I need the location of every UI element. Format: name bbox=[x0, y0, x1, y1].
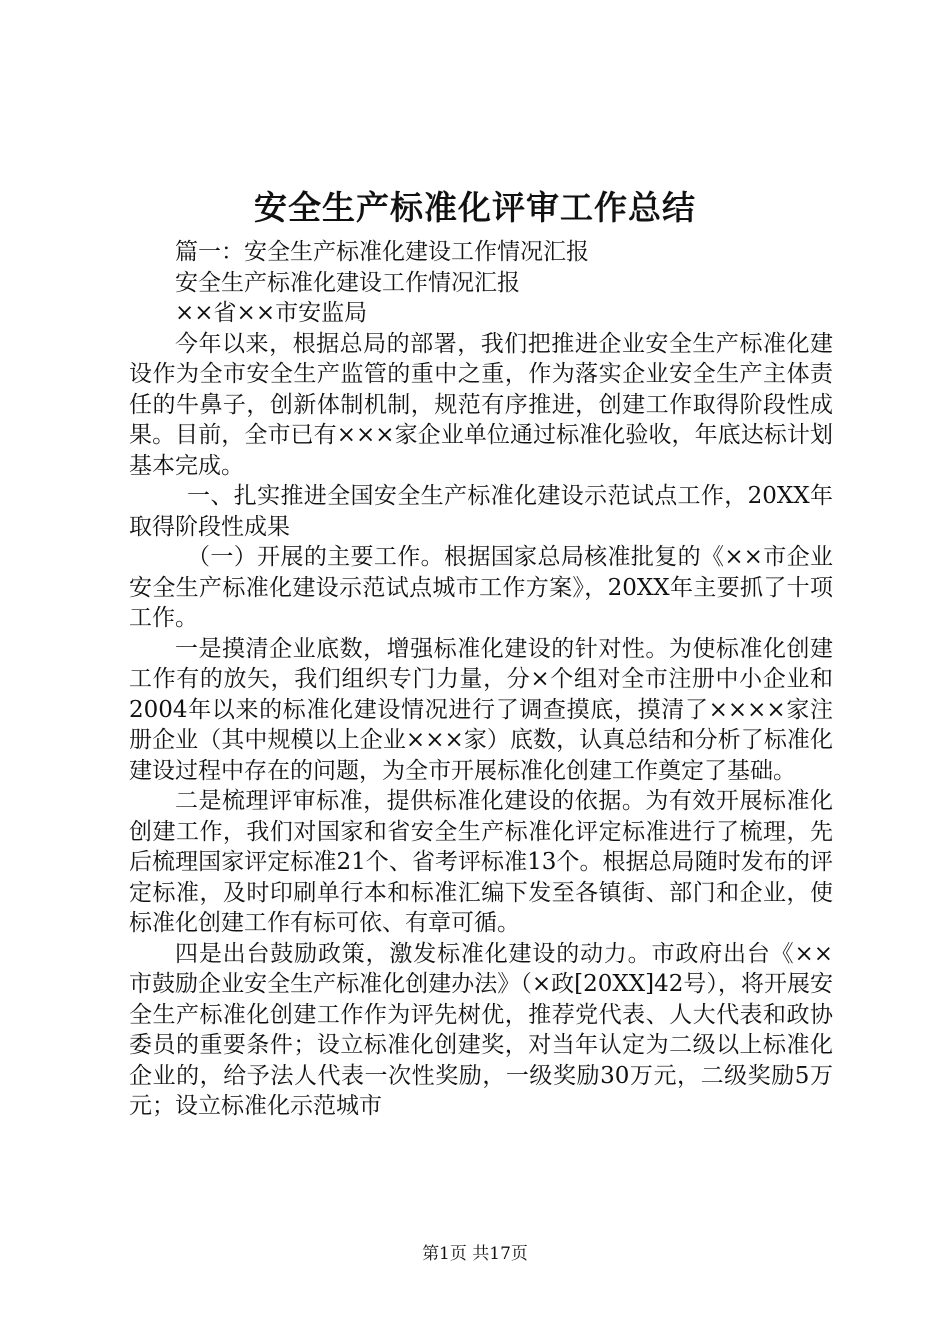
paragraph-item-4: 四是出台鼓励政策，激发标准化建设的动力。市政府出台《××市鼓励企业安全生产标准化创建办法》（×政[20XX]42号），将开展安全生产标准化创建工作作为评先树优，推荐党代表、人大代表和政协委员的重要条件；设立标准化创建奖，对当年认定为二级以上标准化企业的，给予法人代表一次性奖励，一级奖励30万元，二级奖励5万元；设立标准化示范城市 bbox=[129, 940, 833, 1119]
report-title: 安全生产标准化建设工作情况汇报 bbox=[175, 269, 520, 296]
paragraph-item-2: 二是梳理评审标准，提供标准化建设的依据。为有效开展标准化创建工作，我们对国家和省安全生产标准化评定标准进行了梳理，先后梳理国家评定标准21个、省考评标准13个。根据总局随时发布的评定标准，及时印刷单行本和标准汇编下发至各镇街、部门和企业，使标准化创建工作有标可依、有章可循。 bbox=[129, 788, 833, 936]
document-body bbox=[129, 237, 833, 1122]
paragraph-heading-1: 一、扎实推进全国安全生产标准化建设示范试点工作，20XX年取得阶段性成果 bbox=[129, 483, 833, 540]
paragraph-subheading-1: （一）开展的主要工作。根据国家总局核准批复的《××市企业安全生产标准化建设示范试点城市工作方案》，20XX年主要抓了十项工作。 bbox=[129, 544, 833, 631]
section-heading: 篇一：安全生产标准化建设工作情况汇报 bbox=[175, 239, 589, 265]
paragraph-item-1: 一是摸清企业底数，增强标准化建设的针对性。为使标准化创建工作有的放矢，我们组织专门力量，分×个组对全市注册中小企业和2004年以来的标准化建设情况进行了调查摸底，摸清了××××家注册企业（其中规模以上企业×××家）底数，认真总结和分析了标准化建设过程中存在的问题，为全市开展标准化创建工作奠定了基础。 bbox=[129, 635, 833, 784]
document-title: 安全生产标准化评审工作总结 bbox=[254, 188, 696, 227]
report-author: ××省××市安监局 bbox=[175, 300, 368, 326]
page-number-footer: 第1页 共17页 bbox=[422, 1244, 528, 1264]
paragraph-intro: 今年以来，根据总局的部署，我们把推进企业安全生产标准化建设作为全市安全生产监管的重中之重，作为落实企业安全生产主体责任的牛鼻子，创新体制机制，规范有序推进，创建工作取得阶段性成果。目前，全市已有×××家企业单位通过标准化验收，年底达标计划基本完成。 bbox=[129, 330, 833, 479]
